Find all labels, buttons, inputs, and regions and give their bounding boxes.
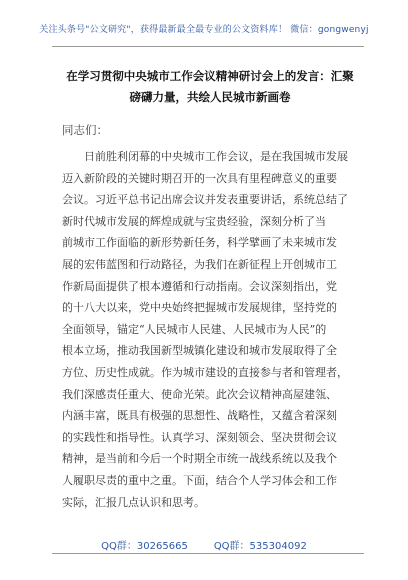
body-line: 我们深感责任重大、使命光荣。此次会议精神高屋建瓴、 bbox=[62, 387, 337, 401]
body-line: 的十八大以来，党中央始终把握城市发展规律，坚持党的 bbox=[62, 301, 337, 315]
body-line: 的实践性和指导性。认真学习、深刻领会、坚决贯彻会议 bbox=[62, 430, 337, 444]
header-banner: 关注头条号"公文研究"，获得最新最全最专业的公文资料库！ 微信：gongwenyj bbox=[39, 25, 369, 35]
footer-divider bbox=[52, 553, 364, 554]
document-title bbox=[58, 66, 362, 108]
body-line: 实际，汇报几点认识和思考。 bbox=[62, 495, 205, 509]
body-line: 方位、历史性成就。作为城市建设的直接参与者和管理者， bbox=[62, 365, 348, 379]
footer-qq-group-2: QQ群：535304092 bbox=[213, 541, 307, 552]
body-line: 作新局面提供了根本遵循和行动指南。会议深刻指出，党 bbox=[62, 279, 337, 293]
body-line: 迈入新阶段的关键时期召开的一次具有里程碑意义的重要 bbox=[62, 171, 337, 185]
document-title-line-2: 磅礴力量，共绘人民城市新画卷 bbox=[129, 90, 291, 104]
body-line: 全面领导，锚定“人民城市人民建、人民城市为人民”的 bbox=[62, 322, 327, 336]
document-body bbox=[62, 146, 362, 513]
footer bbox=[0, 537, 408, 552]
salutation: 同志们： bbox=[62, 123, 108, 137]
body-line: 展的宏伟蓝图和行动路径，为我们在新征程上开创城市工 bbox=[62, 257, 337, 271]
document-title-line-1: 在学习贯彻中央城市工作会议精神研讨会上的发言：汇聚 bbox=[66, 69, 354, 83]
footer-qq-group-1: QQ群：30265665 bbox=[101, 541, 188, 552]
header-divider bbox=[52, 46, 364, 47]
body-line: 新时代城市发展的辉煌成就与宝贵经验，深刻分析了当 bbox=[62, 214, 326, 228]
body-line: 精神，是当前和今后一个时期全市统一战线系统以及我个 bbox=[62, 452, 337, 466]
body-line: 前城市工作面临的新形势新任务，科学擘画了未来城市发 bbox=[62, 236, 337, 250]
body-line: 内涵丰富，既具有极强的思想性、战略性，又蕴含着深刻 bbox=[62, 409, 337, 423]
body-line: 根本立场，推动我国新型城镇化建设和城市发展取得了全 bbox=[62, 344, 337, 358]
body-line: 日前胜利闭幕的中央城市工作会议，是在我国城市发展 bbox=[84, 150, 348, 163]
body-line: 人履职尽责的重中之重。下面，结合个人学习体会和工作 bbox=[62, 473, 337, 487]
body-line: 会议。习近平总书记出席会议并发表重要讲话，系统总结了 bbox=[62, 193, 348, 207]
